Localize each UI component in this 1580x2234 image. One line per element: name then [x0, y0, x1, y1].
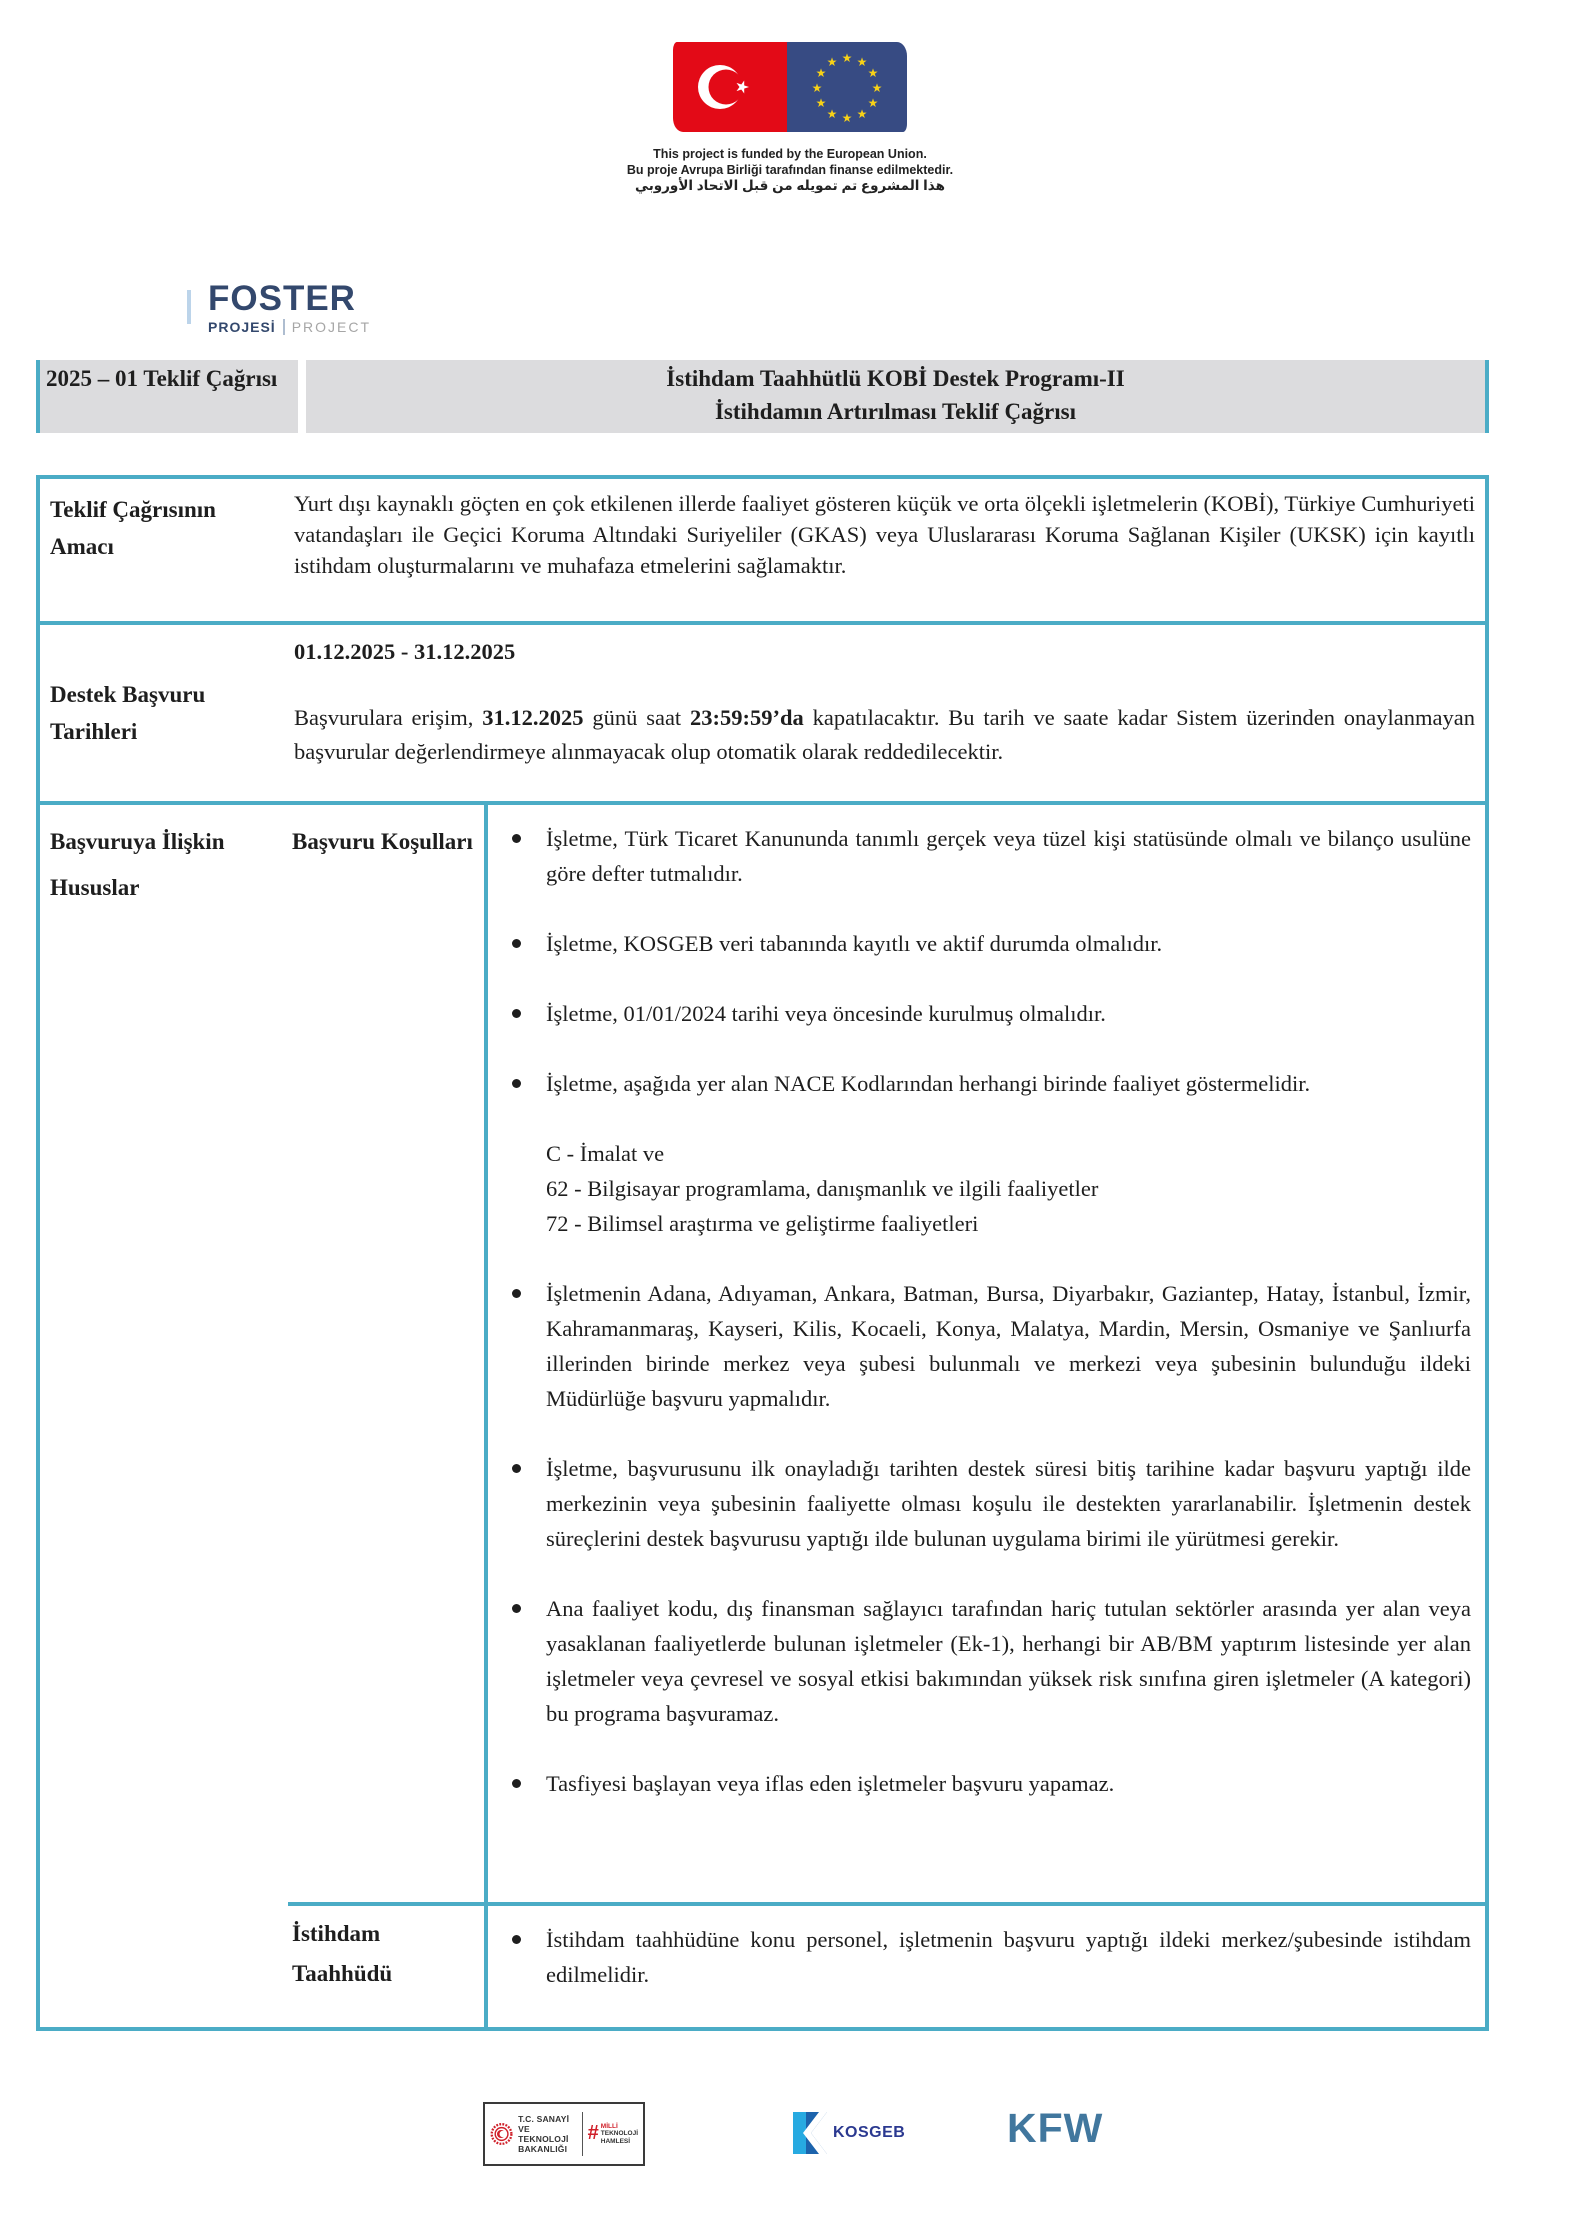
foster-logo-projesi: PROJESİ [208, 319, 276, 335]
svg-text:★: ★ [841, 111, 853, 125]
funding-line-en: This project is funded by the European Union. [653, 147, 927, 161]
funding-line-tr: Bu proje Avrupa Birliği tarafından finanse edilmektedir. [626, 163, 954, 177]
header-cell-gap [298, 360, 306, 433]
svg-text:★: ★ [867, 96, 879, 110]
tarih-paragraph: Başvurulara erişim, 31.12.2025 günü saat 23:59:59’da kapatılacaktır. Bu tarih ve saate kadar Sistem üzerinden onaylanmayan başvurular değerlendirmeye alınmayacak olup otomatik olarak reddedilecektir. [294, 705, 1476, 764]
ministry-logo-divider [582, 2112, 583, 2156]
eu-flag-icon [787, 42, 907, 132]
funding-line-ar: هذا المشروع تم تمويله من قبل الاتحاد الأوروبي [635, 178, 945, 193]
kosgeb-wordmark: KOSGEB [833, 2124, 906, 2141]
bullet-item: İşletmenin Adana, Adıyaman, Ankara, Batman, Bursa, Diyarbakır, Gaziantep, Hatay, İstanbul, İzmir, Kahramanmaraş, Kayseri, Kilis, Kocaeli, Konya, Malatya, Mardin, Mersin, Osmaniye ve Şanlıurfa illerinden birinde merkez veya şubesi bulunmalı ve merkezi veya şubesinin bulunduğu ildeki Müdürlüğe başvuru yapmalıdır. [488, 1276, 1471, 1416]
funding-statement [0, 146, 1580, 194]
call-title-line2: İstihdamın Artırılması Teklif Çağrısı [714, 399, 1076, 424]
ministry-logo [483, 2102, 645, 2166]
turkish-flag-icon [673, 42, 787, 132]
subrow-istihdam-taahhudu [288, 1902, 1485, 2027]
kosgeb-logo [793, 2112, 905, 2154]
svg-text:★: ★ [841, 51, 853, 65]
bullet-item: Ana faaliyet kodu, dış finansman sağlayıcı tarafından hariç tutulan sektörler arasında yer alan veya yasaklanan faaliyetlerde bulunan işletmeler (Ek-1), herhangi bir AB/BM yaptırım listesinde yer alan işletmeler veya çevresel ve sosyal etkisi bakımından yüksek risk sınıfına giren işletmeler (A kategori) bu programa başvuramaz. [488, 1591, 1471, 1731]
foster-logo-title: FOSTER [208, 279, 356, 318]
tarih-label: Destek Başvuru Tarihleri [50, 682, 206, 744]
row-tarih [40, 621, 1485, 801]
tarih-dates: 01.12.2025 - 31.12.2025 [294, 639, 516, 664]
nace-line: 72 - Bilimsel araştırma ve geliştirme faaliyetleri [546, 1211, 979, 1236]
ministry-name: T.C. SANAYİ VE TEKNOLOJİ BAKANLIĞI [518, 2114, 570, 2154]
taahhut-bullet-cell [484, 1906, 1485, 2027]
foster-logo-divider [283, 319, 285, 335]
bullet-item: İşletme, KOSGEB veri tabanında kayıtlı ve aktif durumda olmalıdır. [488, 926, 1471, 961]
call-number-cell: 2025 – 01 Teklif Çağrısı [40, 360, 298, 433]
foster-logo [208, 279, 372, 335]
ministry-emblem-icon [490, 2114, 513, 2154]
call-header-strip [36, 360, 1489, 433]
kosullar-label: Başvuru Koşulları [292, 829, 473, 854]
call-title-line1: İstihdam Taahhütlü KOBİ Destek Programı-II [666, 366, 1125, 391]
milli-teknoloji-hamlesi-logo: # MİLLİ TEKNOLOJİ HAMLESİ [587, 2121, 638, 2145]
foster-logo-accent [187, 290, 191, 324]
nace-code-lines [546, 1136, 1471, 1241]
svg-text:★: ★ [856, 107, 868, 121]
eu-funding-banner [0, 42, 1580, 194]
call-title-cell [306, 360, 1485, 433]
nace-line: C - İmalat ve [546, 1141, 665, 1166]
svg-text:★: ★ [871, 81, 883, 95]
bullet-item: İşletme, aşağıda yer alan NACE Kodlarından herhangi birinde faaliyet göstermelidir. C - İmalat ve 62 - Bilgisayar programlama, danışmanlık ve ilgili faaliyetler 72 - Bilimsel araştırma ve geliştirme faaliyetleri [488, 1066, 1471, 1241]
kosullar-bullets-cell [484, 805, 1485, 1902]
svg-text:★: ★ [826, 55, 838, 69]
amac-text: Yurt dışı kaynaklı göçten en çok etkilenen illerde faaliyet gösteren küçük ve orta ölçekli işletmelerin (KOBİ), Türkiye Cumhuriyeti vatandaşları ile Geçici Koruma Altındaki Suriyeliler (GKAS) veya Uluslararası Koruma Sağlanan Kişiler (UKSK) için kayıtlı istihdam oluşturmalarını ve muhafaza etmelerini sağlamaktır. [294, 491, 1475, 578]
svg-text:★: ★ [815, 66, 827, 80]
row-hususlar [40, 801, 1485, 2027]
svg-text:★: ★ [811, 81, 823, 95]
foster-logo-project: PROJECT [291, 319, 372, 335]
svg-text:★: ★ [867, 66, 879, 80]
bullet-item: İşletme, başvurusunu ilk onayladığı tarihten destek süresi bitiş tarihine kadar başvuru yaptığı ilde merkezinin veya şubesinin faaliyette olması koşulu ile destekten yararlanabilir. İşletmenin destek süreçlerini destek başvurusu yaptığı ilde bulunan uygulama birimi ile yürütmesi gerekir. [488, 1451, 1471, 1556]
svg-text:★: ★ [815, 96, 827, 110]
kosgeb-k-icon [793, 2112, 827, 2154]
kosullar-bullet-list [488, 821, 1471, 1801]
kfw-logo: KFW [1007, 2105, 1104, 2151]
footer-logos [0, 2100, 1580, 2180]
svg-text:★: ★ [826, 107, 838, 121]
svg-text:★: ★ [856, 55, 868, 69]
nace-line: 62 - Bilgisayar programlama, danışmanlık ve ilgili faaliyetler [546, 1176, 1099, 1201]
bullet-item: İşletme, 01/01/2024 tarihi veya öncesinde kurulmuş olmalıdır. [488, 996, 1471, 1031]
row-amac [40, 479, 1485, 621]
taahhut-label: İstihdam Taahhüdü [292, 1921, 393, 1986]
flags-logo [673, 42, 907, 132]
bullet-item: İşletme, Türk Ticaret Kanununda tanımlı gerçek veya tüzel kişi statüsünde olmalı ve bilanço usulüne göre defter tutmalıdır. [488, 821, 1471, 891]
tarih-content [292, 625, 1485, 801]
subrow-basvuru-kosullari [288, 805, 1485, 1902]
hash-icon: # [587, 2121, 599, 2144]
amac-label: Teklif Çağrısının Amacı [50, 497, 216, 559]
call-details-table [36, 475, 1489, 2031]
hususlar-label: Başvuruya İlişkin Hususlar [50, 829, 225, 900]
bullet-item: Tasfiyesi başlayan veya iflas eden işletmeler başvuru yapamaz. [488, 1766, 1471, 1801]
bullet-item: İstihdam taahhüdüne konu personel, işletmenin başvuru yaptığı ildeki merkez/şubesinde istihdam edilmelidir. [488, 1922, 1471, 1992]
